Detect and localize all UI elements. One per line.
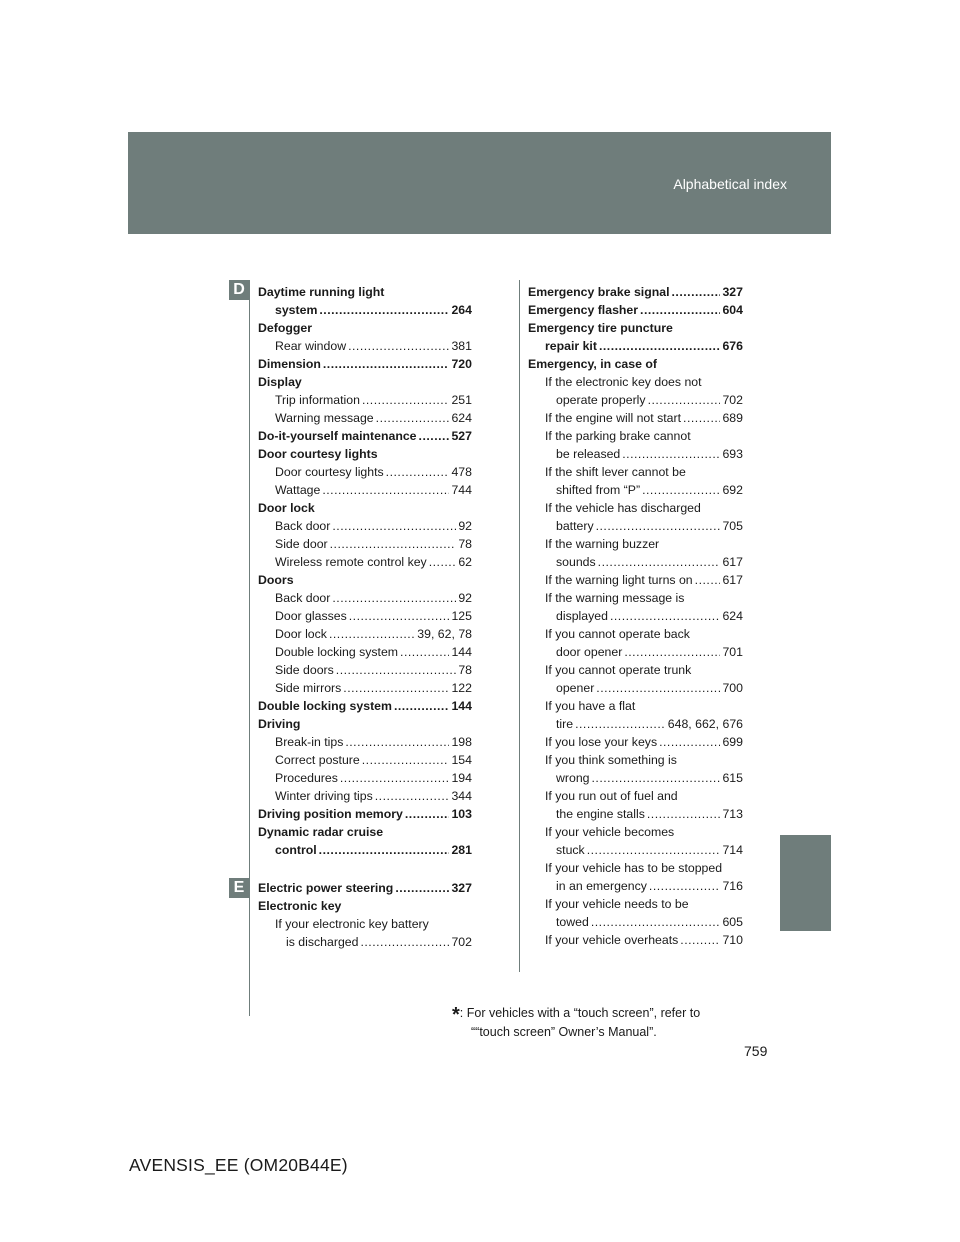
dot-leader (648, 391, 721, 409)
index-entry (258, 697, 472, 715)
entry-term: Emergency, in case of (528, 357, 657, 371)
dot-leader (362, 391, 450, 409)
letter-tab-e: E (229, 878, 249, 898)
index-subentry (528, 427, 743, 445)
entry-term: If you cannot operate back (545, 627, 690, 641)
index-subentry (258, 661, 472, 679)
entry-term: wrong (556, 771, 590, 785)
entry-term: Door lock (275, 627, 327, 641)
entry-term: in an emergency (556, 879, 647, 893)
index-entry (528, 301, 743, 319)
entry-term: is discharged (286, 935, 359, 949)
entry-term: If the warning buzzer (545, 537, 660, 551)
index-subentry (528, 679, 743, 697)
left-column-rule (249, 280, 250, 1016)
entry-page: 700 (722, 681, 743, 695)
index-subentry (528, 589, 743, 607)
entry-term: Break-in tips (275, 735, 344, 749)
index-subentry (528, 697, 743, 715)
entry-page: 617 (722, 573, 743, 587)
index-entry (258, 445, 472, 463)
dot-leader (671, 283, 720, 301)
dot-leader (332, 517, 456, 535)
dot-leader (362, 751, 450, 769)
entry-page: 710 (722, 933, 743, 947)
entry-page: 78 (458, 537, 472, 551)
dot-leader (598, 553, 721, 571)
dot-leader (349, 607, 450, 625)
dot-leader (400, 643, 449, 661)
entry-term: Side mirrors (275, 681, 342, 695)
dot-leader (340, 769, 450, 787)
index-subentry (528, 535, 743, 553)
index-subentry (258, 933, 472, 951)
entry-term: Defogger (258, 321, 312, 335)
entry-page: 251 (451, 393, 472, 407)
index-entry (258, 319, 472, 337)
dot-leader (376, 409, 450, 427)
entry-term: Emergency tire puncture (528, 321, 673, 335)
entry-term: Wireless remote control key (275, 555, 427, 569)
index-subentry (258, 643, 472, 661)
index-subentry (258, 841, 472, 859)
entry-spacer (258, 859, 472, 879)
index-subentry (258, 481, 472, 499)
index-subentry (528, 607, 743, 625)
dot-leader (395, 879, 449, 897)
entry-page: 716 (722, 879, 743, 893)
dot-leader (649, 877, 721, 895)
dot-leader (622, 445, 720, 463)
entry-page: 39, 62, 78 (417, 627, 472, 641)
index-subentry (528, 913, 743, 931)
entry-page: 92 (458, 519, 472, 533)
entry-page: 198 (451, 735, 472, 749)
entry-term: If your vehicle has to be stopped (545, 861, 723, 875)
entry-page: 689 (722, 411, 743, 425)
entry-term: If your vehicle becomes (545, 825, 675, 839)
index-entry (258, 499, 472, 517)
entry-page: 92 (458, 591, 472, 605)
dot-leader (587, 841, 721, 859)
index-subentry (258, 769, 472, 787)
dot-leader (591, 913, 721, 931)
entry-page: 125 (451, 609, 472, 623)
dot-leader (375, 787, 450, 805)
dot-leader (322, 481, 449, 499)
entry-term: battery (556, 519, 594, 533)
letter-tab-d: D (229, 280, 249, 300)
entry-page: 264 (451, 303, 472, 317)
header-band (128, 132, 831, 234)
entry-term: Daytime running light (258, 285, 385, 299)
index-subentry (258, 391, 472, 409)
entry-term: the engine stalls (556, 807, 645, 821)
entry-term: Doors (258, 573, 294, 587)
entry-page: 693 (722, 447, 743, 461)
index-subentry (258, 589, 472, 607)
index-subentry (528, 823, 743, 841)
entry-term: repair kit (545, 339, 597, 353)
entry-term: Do-it-yourself maintenance (258, 429, 417, 443)
entry-term: Door courtesy lights (275, 465, 384, 479)
index-column-left (258, 283, 472, 951)
entry-page: 144 (451, 699, 472, 713)
dot-leader (348, 337, 449, 355)
index-subentry (258, 535, 472, 553)
entry-term: Driving (258, 717, 301, 731)
dot-leader (640, 301, 720, 319)
dot-leader (330, 535, 457, 553)
dot-leader (642, 481, 720, 499)
entry-term: Driving position memory (258, 807, 403, 821)
entry-page: 62 (458, 555, 472, 569)
entry-page: 327 (451, 881, 472, 895)
entry-page: 327 (722, 285, 743, 299)
entry-page: 103 (451, 807, 472, 821)
index-subentry (528, 553, 743, 571)
index-subentry (528, 337, 743, 355)
index-entry (258, 715, 472, 733)
index-subentry (528, 733, 743, 751)
index-subentry (258, 787, 472, 805)
entry-term: stuck (556, 843, 585, 857)
entry-term: If you run out of fuel and (545, 789, 678, 803)
dot-leader (319, 301, 449, 319)
entry-term: If the parking brake cannot (545, 429, 691, 443)
index-subentry (528, 571, 743, 589)
index-subentry (528, 841, 743, 859)
entry-term: Winter driving tips (275, 789, 373, 803)
dot-leader (332, 589, 456, 607)
dot-leader (323, 355, 450, 373)
index-subentry (528, 499, 743, 517)
index-subentry (528, 481, 743, 499)
entry-term: If you have a flat (545, 699, 636, 713)
entry-page: 699 (722, 735, 743, 749)
entry-term: If you think something is (545, 753, 677, 767)
entry-term: Correct posture (275, 753, 360, 767)
footnote (452, 1005, 700, 1041)
dot-leader (596, 679, 720, 697)
index-subentry (528, 409, 743, 427)
index-subentry (258, 607, 472, 625)
index-subentry (258, 915, 472, 933)
index-entry (258, 283, 472, 301)
dot-leader (419, 427, 450, 445)
dot-leader (336, 661, 457, 679)
index-subentry (258, 517, 472, 535)
entry-page: 701 (722, 645, 743, 659)
entry-page: 344 (451, 789, 472, 803)
index-subentry (528, 751, 743, 769)
index-subentry (258, 679, 472, 697)
footnote-line-1: : For vehicles with a “touch screen”, refer to (459, 1006, 701, 1020)
index-subentry (528, 805, 743, 823)
entry-page: 624 (451, 411, 472, 425)
index-subentry (528, 391, 743, 409)
index-subentry (528, 373, 743, 391)
entry-term: If your vehicle overheats (545, 933, 679, 947)
entry-page: 648, 662, 676 (667, 717, 743, 731)
entry-page: 478 (451, 465, 472, 479)
entry-term: Back door (275, 591, 331, 605)
index-entry (258, 823, 472, 841)
entry-page: 617 (722, 555, 743, 569)
dot-leader (386, 463, 450, 481)
index-entry (528, 283, 743, 301)
footnote-marker: * (452, 1004, 460, 1026)
index-subentry (528, 661, 743, 679)
entry-page: 692 (722, 483, 743, 497)
entry-term: system (275, 303, 318, 317)
index-subentry (258, 409, 472, 427)
entry-term: towed (556, 915, 589, 929)
entry-term: If the electronic key does not (545, 375, 702, 389)
index-subentry (258, 463, 472, 481)
dot-leader (695, 571, 721, 589)
entry-term: operate properly (556, 393, 646, 407)
footnote-line-2: ““touch screen” Owner’s Manual”. (471, 1025, 657, 1039)
index-entry (258, 571, 472, 589)
index-subentry (528, 625, 743, 643)
dot-leader (610, 607, 721, 625)
entry-term: Display (258, 375, 302, 389)
entry-term: Side door (275, 537, 328, 551)
entry-page: 744 (451, 483, 472, 497)
entry-term: Trip information (275, 393, 360, 407)
entry-page: 154 (451, 753, 472, 767)
entry-page: 281 (451, 843, 472, 857)
column-divider (519, 280, 520, 972)
index-entry (258, 355, 472, 373)
index-column-right (528, 283, 743, 949)
entry-term: If you lose your keys (545, 735, 658, 749)
index-subentry (528, 463, 743, 481)
entry-term: Double locking system (275, 645, 399, 659)
entry-page: 615 (722, 771, 743, 785)
dot-leader (575, 715, 666, 733)
dot-leader (680, 931, 720, 949)
entry-term: opener (556, 681, 595, 695)
dot-leader (360, 933, 449, 951)
entry-term: Door glasses (275, 609, 347, 623)
index-subentry (528, 787, 743, 805)
entry-term: sounds (556, 555, 596, 569)
dot-leader (599, 337, 721, 355)
entry-term: Dimension (258, 357, 321, 371)
entry-term: If the shift lever cannot be (545, 465, 686, 479)
entry-page: 714 (722, 843, 743, 857)
index-entry (258, 897, 472, 915)
entry-page: 676 (722, 339, 743, 353)
dot-leader (596, 517, 721, 535)
index-subentry (528, 769, 743, 787)
entry-term: If the engine will not start (545, 411, 682, 425)
index-entry (258, 805, 472, 823)
dot-leader (647, 805, 721, 823)
entry-page: 702 (722, 393, 743, 407)
index-subentry (258, 733, 472, 751)
entry-term: control (275, 843, 317, 857)
entry-term: If you cannot operate trunk (545, 663, 692, 677)
chapter-side-tab (780, 835, 831, 931)
dot-leader (624, 643, 720, 661)
entry-term: Double locking system (258, 699, 392, 713)
index-subentry (258, 337, 472, 355)
section-title: Alphabetical index (673, 176, 787, 192)
entry-term: displayed (556, 609, 608, 623)
entry-term: Emergency brake signal (528, 285, 670, 299)
entry-page: 144 (451, 645, 472, 659)
index-subentry (258, 553, 472, 571)
index-subentry (258, 301, 472, 319)
index-subentry (528, 715, 743, 733)
dot-leader (329, 625, 415, 643)
index-subentry (528, 859, 743, 877)
entry-page: 604 (722, 303, 743, 317)
index-subentry (258, 625, 472, 643)
index-entry (258, 879, 472, 897)
entry-page: 720 (451, 357, 472, 371)
entry-term: be released (556, 447, 621, 461)
entry-term: Dynamic radar cruise (258, 825, 384, 839)
index-subentry (528, 931, 743, 949)
dot-leader (394, 697, 450, 715)
dot-leader (683, 409, 720, 427)
entry-term: shifted from “P” (556, 483, 641, 497)
dot-leader (429, 553, 457, 571)
index-entry (258, 373, 472, 391)
entry-page: 705 (722, 519, 743, 533)
entry-term: Electronic key (258, 899, 342, 913)
entry-term: If your electronic key battery (275, 917, 429, 931)
entry-term: If the warning message is (545, 591, 685, 605)
entry-term: If the warning light turns on (545, 573, 693, 587)
entry-page: 78 (458, 663, 472, 677)
dot-leader (405, 805, 450, 823)
index-subentry (258, 751, 472, 769)
entry-page: 122 (451, 681, 472, 695)
entry-term: Warning message (275, 411, 374, 425)
index-subentry (528, 517, 743, 535)
dot-leader (592, 769, 721, 787)
entry-term: If the vehicle has discharged (545, 501, 701, 515)
index-entry (528, 319, 743, 337)
entry-term: Door courtesy lights (258, 447, 378, 461)
index-entry (528, 355, 743, 373)
entry-page: 381 (451, 339, 472, 353)
page-number: 759 (744, 1043, 768, 1059)
index-subentry (528, 445, 743, 463)
entry-page: 702 (451, 935, 472, 949)
entry-page: 527 (451, 429, 472, 443)
entry-page: 713 (722, 807, 743, 821)
index-subentry (528, 895, 743, 913)
entry-term: tire (556, 717, 574, 731)
entry-term: door opener (556, 645, 623, 659)
dot-leader (343, 679, 449, 697)
entry-term: Procedures (275, 771, 338, 785)
index-subentry (528, 643, 743, 661)
dot-leader (319, 841, 450, 859)
entry-page: 605 (722, 915, 743, 929)
entry-term: Back door (275, 519, 331, 533)
entry-term: Rear window (275, 339, 347, 353)
entry-term: Emergency flasher (528, 303, 639, 317)
entry-term: Wattage (275, 483, 321, 497)
dot-leader (659, 733, 720, 751)
entry-term: Door lock (258, 501, 315, 515)
entry-term: If your vehicle needs to be (545, 897, 689, 911)
index-entry (258, 427, 472, 445)
entry-term: Side doors (275, 663, 334, 677)
index-subentry (528, 877, 743, 895)
entry-page: 624 (722, 609, 743, 623)
entry-term: Electric power steering (258, 881, 394, 895)
entry-page: 194 (451, 771, 472, 785)
manual-id: AVENSIS_EE (OM20B44E) (129, 1155, 348, 1175)
dot-leader (345, 733, 449, 751)
